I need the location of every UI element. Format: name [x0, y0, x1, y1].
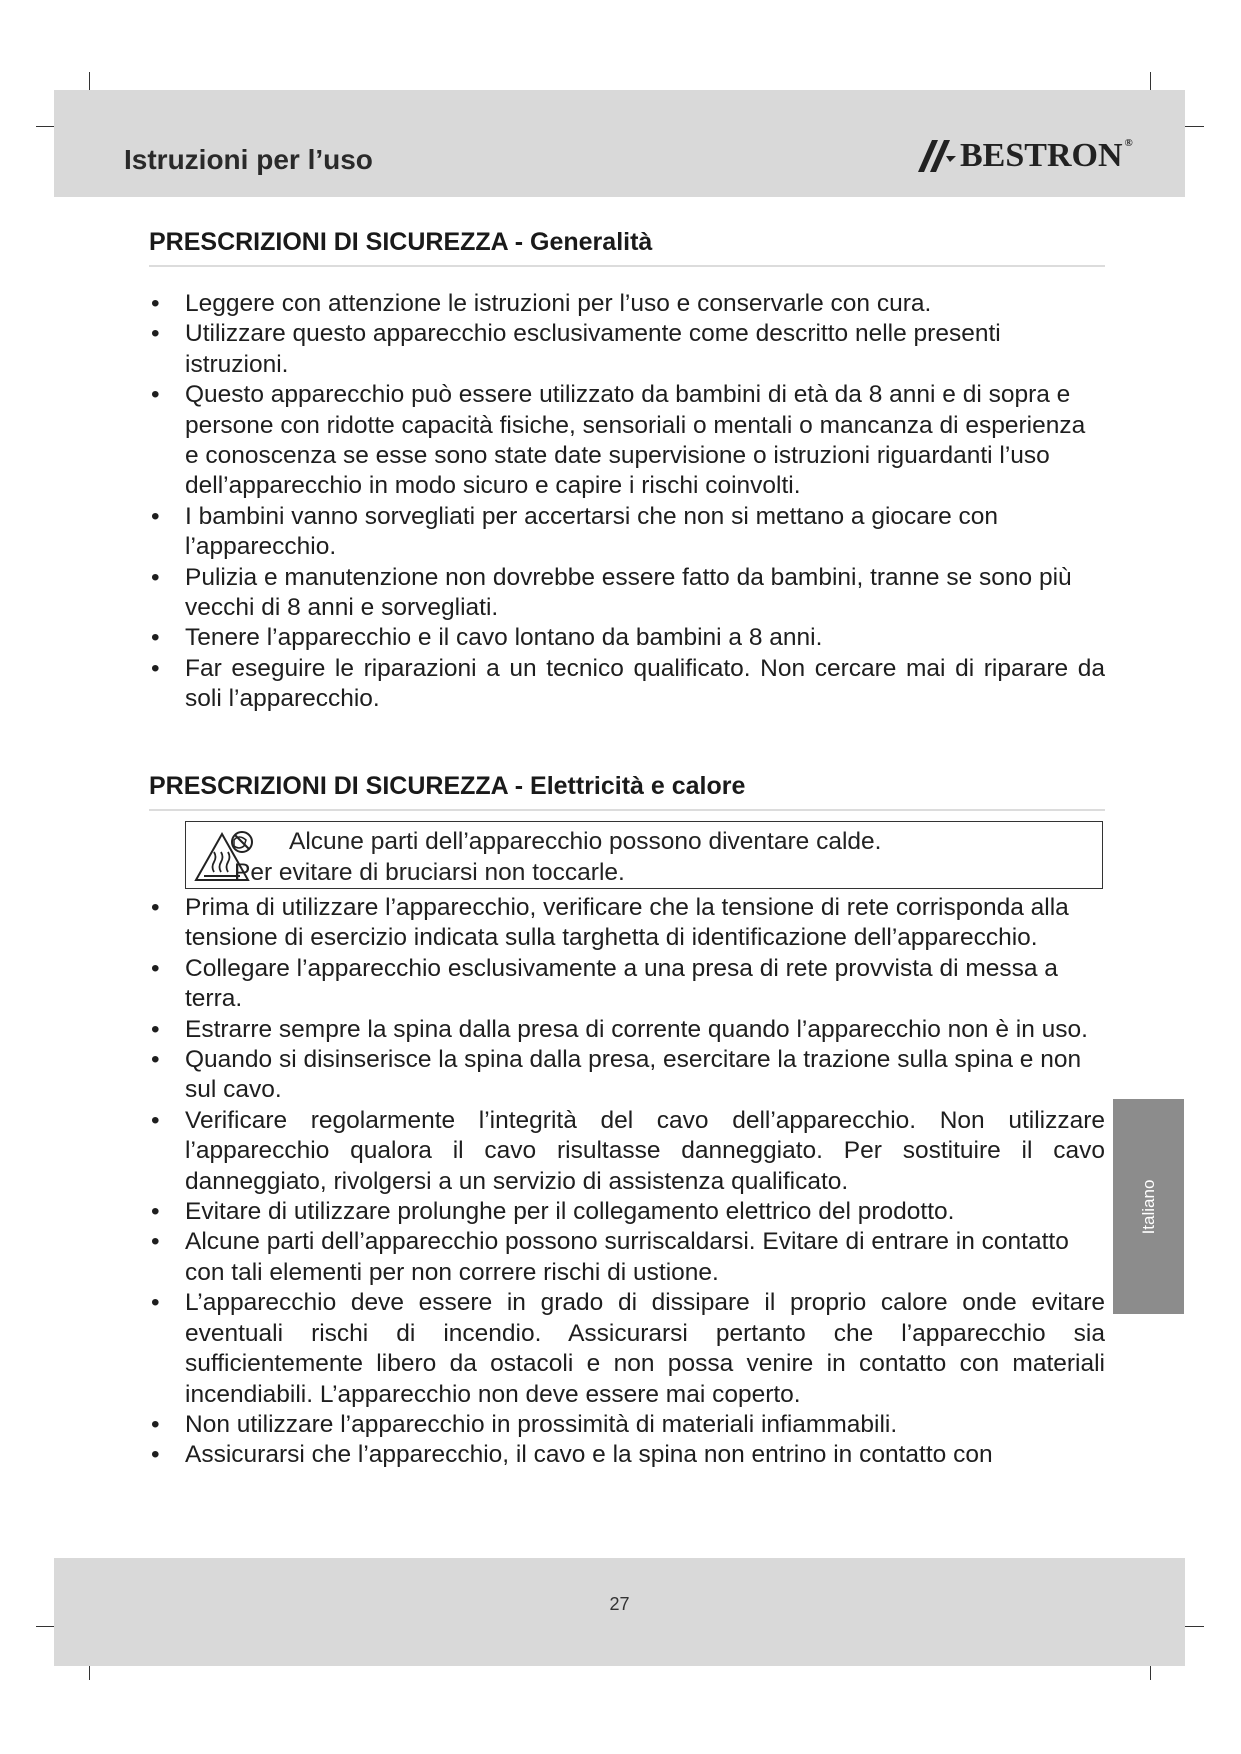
- page-header: [54, 90, 1185, 197]
- list-item: • Non utilizzare l’apparecchio in prossimità di materiali infiammabili.: [151, 1410, 898, 1438]
- list-item: • L’apparecchio deve essere in grado di dissipare il proprio calore onde evitare eventuali rischi di incendio. Assicurarsi pertanto che l’apparecchio sia sufficientemente libero da ostacoli e non possa venire in contatto con materiali incendiabili. L’apparecchio non deve essere mai coperto.: [151, 1289, 1105, 1408]
- page-title: Istruzioni per l’uso: [124, 144, 373, 175]
- brand-name: BESTRON ®: [960, 137, 1133, 174]
- list-item: • Tenere l’apparecchio e il cavo lontano da bambini a 8 anni.: [151, 624, 823, 652]
- warning-text: Per evitare di bruciarsi non toccarle.: [234, 859, 625, 886]
- language-tab: [1113, 1099, 1184, 1314]
- list-item: • Leggere con attenzione le istruzioni per l’uso e conservarle con cura.: [151, 290, 932, 317]
- list-item: • Estrarre sempre la spina dalla presa di corrente quando l’apparecchio non è in uso.: [151, 1015, 1088, 1043]
- list-item: • Collegare l’apparecchio esclusivamente a una presa di rete provvista di messa a terra.: [151, 954, 1058, 1013]
- hot-surface-warning: [185, 821, 1103, 889]
- safety-electric-section: [149, 772, 1105, 1471]
- list-item: • Prima di utilizzare l’apparecchio, verificare che la tensione di rete corrisponda alla tensione di esercizio indicata sulla targhetta di identificazione dell’apparecchio.: [151, 894, 1069, 952]
- brand-logo: [916, 136, 1133, 176]
- safety-general-section: [149, 228, 1105, 715]
- page-number: 27: [609, 1594, 630, 1614]
- list-item: • Assicurarsi che l’apparecchio, il cavo e la spina non entrino in contatto con: [151, 1441, 993, 1469]
- bestron-chevron-logo-icon: [916, 136, 958, 176]
- list-item: • Evitare di utilizzare prolunghe per il collegamento elettrico del prodotto.: [151, 1198, 955, 1226]
- list-item: • Pulizia e manutenzione non dovrebbe essere fatto da bambini, tranne se sono più vecchi di 8 anni e sorvegliati.: [151, 563, 1072, 622]
- bullet-list: [149, 289, 1105, 715]
- section-title: PRESCRIZIONI DI SICUREZZA - Elettricità e calore: [149, 772, 1105, 811]
- language-tab-label: Italiano: [1138, 1179, 1158, 1234]
- list-item: • Quando si disinserisce la spina dalla presa, esercitare la trazione sulla spina e non sul cavo.: [151, 1046, 1082, 1104]
- list-item: • Verificare regolarmente l’integrità del cavo dell’apparecchio. Non utilizzare l’apparecchio qualora il cavo risultasse danneggiato. Per sostituire il cavo danneggiato, rivolgersi a un servizio di assistenza qualificato.: [151, 1106, 1105, 1195]
- registered-mark: ®: [1124, 137, 1133, 149]
- section-title: PRESCRIZIONI DI SICUREZZA - Generalità: [149, 228, 1105, 267]
- warning-text: Alcune parti dell’apparecchio possono diventare calde.: [289, 828, 882, 855]
- list-item: • Far eseguire le riparazioni a un tecnico qualificato. Non cercare mai di riparare da soli l’apparecchio.: [151, 654, 1105, 713]
- bullet-list: [149, 893, 1105, 1471]
- list-item: • I bambini vanno sorvegliati per accertarsi che non si mettano a giocare con l’apparecchio.: [151, 502, 999, 561]
- page-footer: [54, 1558, 1185, 1666]
- list-item: • Questo apparecchio può essere utilizzato da bambini di età da 8 anni e di sopra e persone con ridotte capacità fisiche, sensoriali o mentali o mancanza di esperienza e conoscenza se esse sono state date supervisione o istruzioni riguardanti l’uso dell’apparecchio in modo sicuro e capire i rischi coinvolti.: [151, 381, 1086, 500]
- list-item: • Alcune parti dell’apparecchio possono surriscaldarsi. Evitare di entrare in contatto con tali elementi per non correre rischi di ustione.: [151, 1228, 1069, 1286]
- list-item: • Utilizzare questo apparecchio esclusivamente come descritto nelle presenti istruzioni.: [151, 320, 1001, 378]
